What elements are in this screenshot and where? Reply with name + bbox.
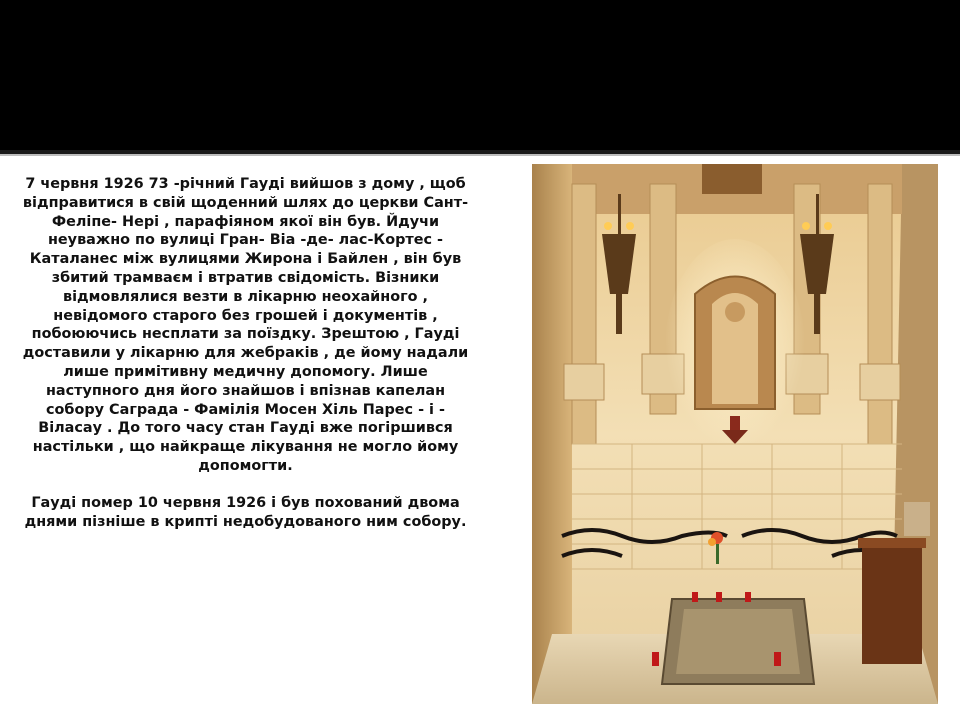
title-divider-highlight xyxy=(0,154,960,156)
paragraph-death: Гауді помер 10 червня 1926 і був похований двома днями пізніше в крипті недобудованого ним собору. xyxy=(24,494,467,530)
title-bar xyxy=(0,0,960,150)
body-text xyxy=(18,175,473,531)
tomb-photo xyxy=(532,164,938,704)
vault-window xyxy=(702,164,762,194)
left-wall xyxy=(532,164,572,704)
paragraph-accident: 7 червня 1926 73 -річний Гауді вийшов з дому , щоб відправитися в свій щоденний шлях до церкви Сант- Феліпе- Нері , парафіяном якої він був. Йдучи неуважно по вулиці Гран- Віа -де- лас-Кортес - Каталанес між вулицями Жирона і Байлен , він був збитий трамваєм і втратив свідомість. Візники відмовлялися везти в лікарню неохайного , невідомого старого без грошей і документів , побоюючись несплати за поїздку. Зрештою , Гауді доставили у лікарню для жебраків , де йому надали лише примітивну медичну допомогу. Лише наступного дня його знайшов і впізнав капелан собору Саграда - Фамілія Мосен Хіль Парес - і - Віласау . До того часу стан Гауді вже погіршився настільки , що найкраще лікування не могло йому допомогти. xyxy=(22,176,469,474)
